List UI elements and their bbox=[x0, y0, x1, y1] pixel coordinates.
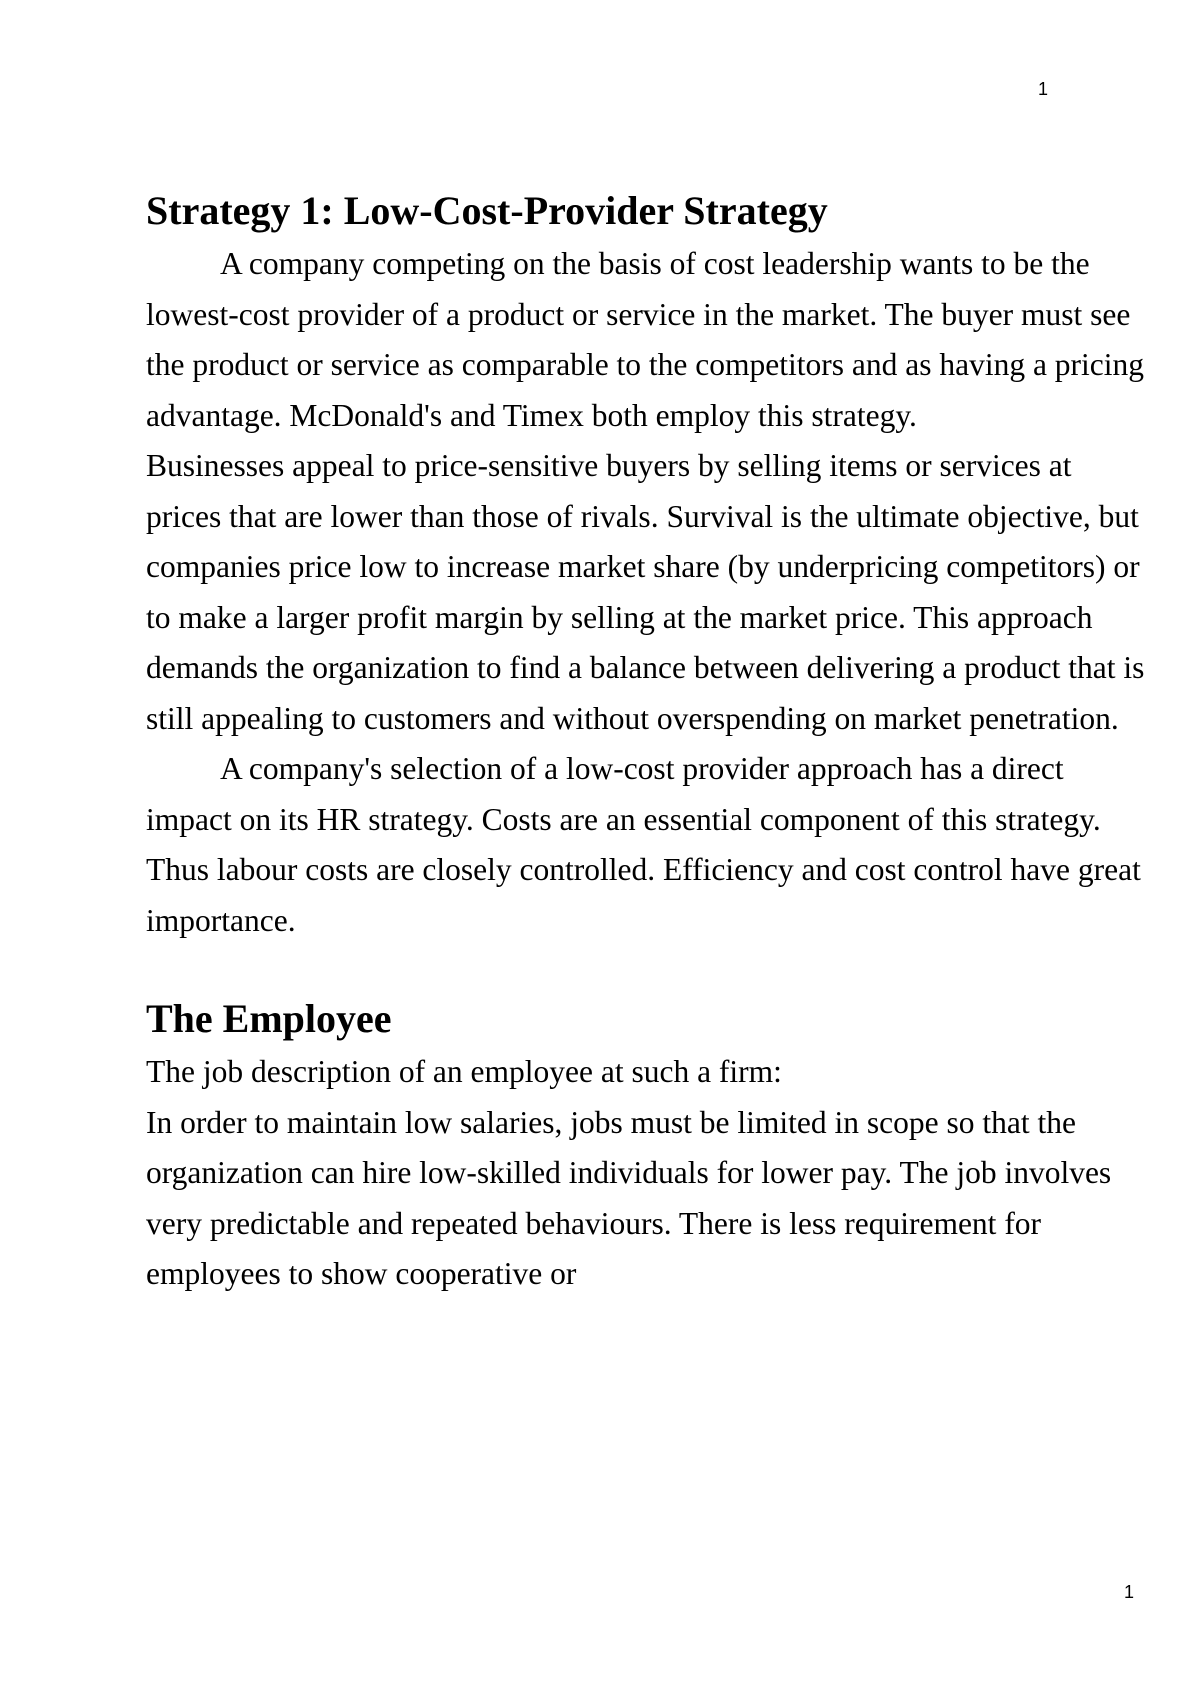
paragraph-cost-leadership: A company competing on the basis of cost leadership wants to be the lowest-cost provider of a product or service in the market. The buyer must see the product or service as comparable to the competitors and as having a pricing advantage. McDonald's and Timex both employ this strategy. bbox=[146, 246, 1145, 433]
section-heading-strategy: Strategy 1: Low-Cost-Provider Strategy bbox=[146, 188, 828, 233]
paragraph-job-scope: In order to maintain low salaries, jobs must be limited in scope so that the organization can hire low-skilled individuals for lower pay. The job involves very predictable and repeated behaviours. There is less requirement for employees to show cooperative or bbox=[146, 1104, 1112, 1291]
paragraph-job-description-intro: The job description of an employee at such a firm: bbox=[146, 1054, 782, 1089]
page-number-top: 1 bbox=[1038, 79, 1049, 99]
paragraph-hr-strategy: A company's selection of a low-cost provider approach has a direct impact on its HR strategy. Costs are an essential component of this strategy. Thus labour costs are closely controlled. Efficiency and cost control have great importance. bbox=[146, 751, 1141, 938]
document-body bbox=[146, 183, 1146, 1300]
paragraph-price-sensitive-buyers: Businesses appeal to price-sensitive buyers by selling items or services at prices that are lower than those of rivals. Survival is the ultimate objective, but companies price low to increase market share (by underpricing competitors) or to make a larger profit margin by selling at the market price. This approach demands the organization to find a balance between delivering a product that is still appealing to customers and without overspending on market penetration. bbox=[146, 448, 1145, 736]
section-heading-employee: The Employee bbox=[146, 996, 392, 1041]
section-spacer bbox=[146, 946, 1146, 991]
page-number-bottom: 1 bbox=[1124, 1582, 1135, 1602]
